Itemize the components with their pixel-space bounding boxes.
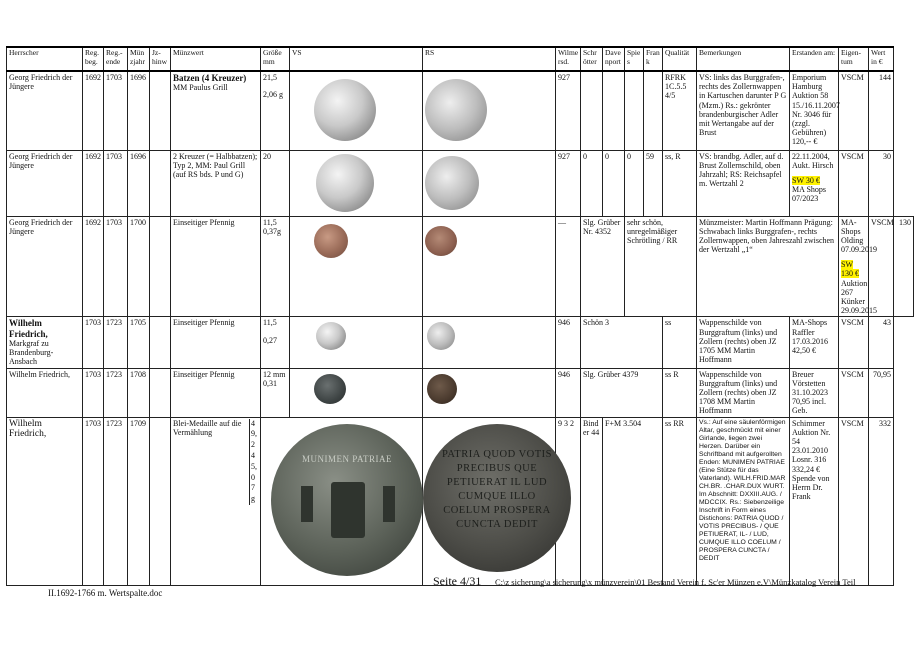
medal-reverse-image	[423, 424, 571, 572]
wert-cell: 332	[869, 417, 894, 585]
eigentum-cell: VSCM	[869, 216, 894, 317]
vs-image-cell	[261, 417, 423, 585]
document-filename: II.1692-1766 m. Wertspalte.doc	[48, 588, 163, 598]
wert-cell: 144	[869, 71, 894, 150]
header-rs: RS	[423, 47, 556, 71]
erstanden-text: 22.11.2004, Aukt. Hirsch	[792, 151, 834, 170]
muenzwert-sub: MM Paulus Grill	[173, 83, 228, 93]
bemerkungen-cell: Wappenschilde von Burggraftum (links) und Zollern (rechts) oben JZ 1708 MM Martin Hoffmann	[697, 368, 790, 417]
reg-ende-cell: 1703	[104, 71, 128, 150]
reg-beg-cell: 1692	[83, 71, 104, 150]
jz-hinw-cell	[150, 317, 171, 368]
wert-cell: 130	[894, 216, 914, 317]
header-reg-beg: Reg. beg.	[83, 47, 104, 71]
wilmersd-cell: —	[556, 216, 581, 317]
herrscher-cell: Georg Friedrich der Jüngere	[7, 216, 83, 317]
eigentum-cell: VSCM	[839, 368, 869, 417]
groesse-cell	[261, 216, 290, 317]
header-muenzwert: Münzwert	[171, 47, 261, 71]
highlight-value: SW 130 €	[841, 260, 859, 279]
erstanden-cell: Schimmer Auktion Nr. 54 23.01.2010 Losnr. 316 332,24 € Spende von Herrn Dr. Frank	[790, 417, 839, 585]
gewicht-value: 2,06 g	[263, 90, 283, 100]
herrscher-cell	[7, 317, 83, 368]
jz-hinw-cell	[150, 368, 171, 417]
qualitaet-cell: ss	[663, 317, 697, 368]
header-spies: Spie s	[625, 47, 644, 71]
erstanden-cell: Emporium Hamburg Auktion 58 15./16.11.2007 Nr. 3046 für (zzgl. Gebühren) 120,-- €	[790, 71, 839, 150]
herrscher-cell: Georg Friedrich der Jüngere	[7, 150, 83, 216]
wilmersd-cell: 946	[556, 317, 581, 368]
vs-image-cell	[290, 368, 423, 417]
reg-ende-cell: 1723	[104, 368, 128, 417]
groesse-value: 12 mm	[263, 369, 286, 379]
header-herrscher: Herrscher	[7, 47, 83, 71]
table-row	[7, 368, 914, 417]
coin-reverse-image	[425, 226, 457, 256]
coin-reverse-image	[425, 79, 487, 141]
qualitaet-cell: sehr schön, unregelmäßiger Schrötling / RR	[625, 216, 697, 317]
rs-image-cell	[423, 368, 556, 417]
highlight-value: SW 30 €	[792, 175, 820, 185]
header-jz-hinw: Jz-hinw	[150, 47, 171, 71]
header-schroetter: Schr ötter	[581, 47, 603, 71]
davenport-cell	[603, 71, 625, 150]
groesse-value: 11,5	[263, 318, 277, 328]
schroetter-cell: 0	[581, 150, 603, 216]
jz-hinw-cell	[150, 216, 171, 317]
header-frank: Fran k	[644, 47, 663, 71]
schroetter-cell: Bind er 44	[581, 417, 603, 585]
muenzwert-text: Blei-Medaille auf die Vermählung	[173, 418, 242, 437]
jahr-cell: 1708	[128, 368, 150, 417]
header-row	[7, 47, 914, 71]
vs-image-cell	[290, 71, 423, 150]
qualitaet-cell: RFRK 1C.5.5 4/5	[663, 71, 697, 150]
qualitaet-cell: ss R	[663, 368, 697, 417]
rs-image-cell	[423, 216, 556, 317]
wert-cell: 30	[869, 150, 894, 216]
muenzwert-cell	[171, 71, 261, 150]
muenzwert-cell: Einseitiger Pfennig	[171, 317, 261, 368]
header-reg-ende: Reg.-ende	[104, 47, 128, 71]
eigentum-cell: VSCM	[839, 150, 869, 216]
table-row	[7, 150, 914, 216]
medal-obverse-band: MUNIMEN PATRIAE	[302, 453, 392, 464]
jz-hinw-cell	[150, 71, 171, 150]
herrscher-cell: Wilhelm Friedrich,	[7, 417, 83, 585]
coin-obverse-image	[314, 79, 376, 141]
eigentum-cell: VSCM	[839, 317, 869, 368]
coin-reverse-image	[425, 156, 479, 210]
muenzwert-cell: 2 Kreuzer (= Halbbatzen); Typ 2, MM: Paul Grill (auf RS bds. P und G)	[171, 150, 261, 216]
davenport-cell: 0	[603, 150, 625, 216]
eigentum-cell: VSCM	[839, 417, 869, 585]
altar-shape	[331, 482, 365, 538]
gewicht-value: 0,37g	[263, 226, 281, 236]
vs-image-cell	[290, 216, 423, 317]
groesse-cell	[261, 71, 290, 150]
herrscher-cell: Wilhelm Friedrich,	[7, 368, 83, 417]
table-row	[7, 71, 914, 150]
coin-obverse-image	[314, 224, 348, 258]
bemerkungen-cell: Vs.: Auf eine säulenförmigen Altar, geschmückt mit einer Girlande, liegen zwei Herzen. Darüber ein Schriftband mit aufgerollten Enden: MUNIMEN PATRIAE (Eine Stütze für das Vaterland). WILH.FRID.MAR CH.BR. .CHAR.DUX WURT. Im Abschnitt: DXXIII.AUG. / MDCCIX. Rs.: Siebenzeilige Inschrift in Form eines Distichons: PATRIA QUOD / VOTIS PRECIBUS- / QUE PETIUERAT, IL- / LUD, CUMQUE ILLO COELUM / PROSPERA CUNCTA / DEDIT	[697, 417, 790, 585]
header-bemerkungen: Bemerkungen	[697, 47, 790, 71]
reference-cell: Slg. Grüber Nr. 4352	[581, 216, 625, 317]
eigentum-cell: VSCM	[839, 71, 869, 150]
rs-image-cell	[423, 71, 556, 150]
gewicht-value: 0,31	[263, 378, 277, 388]
reg-ende-cell: 1703	[104, 216, 128, 317]
header-davenport: Dave nport	[603, 47, 625, 71]
reg-ende-cell: 1723	[104, 317, 128, 368]
spies-cell: 0	[625, 150, 644, 216]
erstanden-text: Auktion 267 Künker 29.09.2015	[841, 278, 877, 316]
table-row	[7, 417, 914, 585]
groesse-value: 11,5	[263, 217, 277, 227]
erstanden-text: MA-Shops Olding 07.09.2019	[841, 217, 877, 255]
header-vs: VS	[290, 47, 423, 71]
qualitaet-cell: ss RR	[663, 417, 697, 585]
wert-cell: 43	[869, 317, 894, 368]
spies-cell	[625, 71, 644, 150]
muenzwert-cell	[171, 417, 261, 585]
herrscher-cell: Georg Friedrich der Jüngere	[7, 71, 83, 150]
wert-cell: 70,95	[869, 368, 894, 417]
header-qualitaet: Qualität	[663, 47, 697, 71]
groesse-cell: 20	[261, 150, 290, 216]
rs-image-cell	[423, 417, 556, 585]
reg-beg-cell: 1703	[83, 417, 104, 585]
jz-hinw-cell	[150, 417, 171, 585]
groesse-value: 21,5	[263, 73, 277, 82]
coin-catalog-table	[6, 46, 914, 586]
bemerkungen-cell: Wappenschilde von Burggraftum (links) und Zollern (rechts) oben JZ 1705 MM Martin Hoffmann	[697, 317, 790, 368]
wilmersd-cell: 946	[556, 368, 581, 417]
frank-cell	[644, 71, 663, 150]
page-number: Seite 4/31	[433, 574, 482, 588]
header-wilmersd: Wilme rsd.	[556, 47, 581, 71]
reference-cell: Schön 3	[581, 317, 663, 368]
header-groesse: Größe mm	[261, 47, 290, 71]
header-eigentum: Eigen-tum	[839, 47, 869, 71]
rs-image-cell	[423, 317, 556, 368]
erstanden-cell	[839, 216, 877, 317]
jahr-cell: 1696	[128, 71, 150, 150]
coin-obverse-image	[314, 374, 346, 404]
reg-beg-cell: 1703	[83, 368, 104, 417]
reg-ende-cell: 1703	[104, 150, 128, 216]
herrscher-name: Wilhelm Friedrich,	[9, 318, 48, 339]
qualitaet-cell: ss, R	[663, 150, 697, 216]
reg-beg-cell: 1692	[83, 150, 104, 216]
coin-obverse-image	[316, 154, 374, 212]
erstanden-cell: Breuer Vörstetten 31.10.2023 70,95 incl. Geb.	[790, 368, 839, 417]
wilmersd-cell: 9 3 2	[556, 417, 581, 585]
erstanden-text: MA Shops 07/2023	[792, 185, 827, 204]
schroetter-cell	[581, 71, 603, 150]
muenzwert-cell: Einseitiger Pfennig	[171, 368, 261, 417]
coin-reverse-image	[427, 374, 457, 404]
medal-reverse-inscription: PATRIA QUOD VOTIS PRECIBUS QUE PETIUERAT IL LUD CUMQUE ILLO COELUM PROSPERA CUNCTA DEDIT	[441, 448, 553, 530]
table-row	[7, 216, 914, 317]
muenzwert-cell: Einseitiger Pfennig	[171, 216, 261, 317]
frank-cell: 59	[644, 150, 663, 216]
jahr-cell: 1709	[128, 417, 150, 585]
coin-reverse-image	[427, 322, 455, 350]
groesse-vertical: 4 9, 2 4 5, 0 7 g	[251, 418, 257, 504]
pillar-shape	[301, 486, 313, 522]
vs-image-cell	[290, 150, 423, 216]
davenport-cell: F+M 3.504	[603, 417, 663, 585]
reg-ende-cell: 1723	[104, 417, 128, 585]
reg-beg-cell: 1692	[83, 216, 104, 317]
pillar-shape	[383, 486, 395, 522]
table-row	[7, 317, 914, 368]
medal-obverse-image	[271, 424, 423, 576]
jz-hinw-cell	[150, 150, 171, 216]
erstanden-cell	[790, 150, 839, 216]
wilmersd-cell: 927	[556, 71, 581, 150]
bemerkungen-cell: Münzmeister: Martin Hoffmann Prägung: Schwabach links Burggrafen-, rechts Zollernwappen, oben Jahreszahl zwischen der Wertzahl „1“	[697, 216, 839, 317]
header-wert: Wert in €	[869, 47, 894, 71]
reference-cell: Slg. Grüber 4379	[581, 368, 663, 417]
file-path: C:\z sicherung\a sicherung\x münzverein\01 Bestand Verein f. Sc'er Münzen e.V\Münzkatalog Verein Teil	[495, 577, 856, 587]
bemerkungen-cell: VS: brandbg. Adler, auf d. Brust Zollernschild, oben Jahrzahl; RS: Reichsapfel m. Wertzahl 2	[697, 150, 790, 216]
jahr-cell: 1700	[128, 216, 150, 317]
herrscher-title: Markgraf zu Brandenburg-Ansbach	[9, 339, 54, 367]
gewicht-value: 0,27	[263, 335, 277, 345]
header-muenzjahr: Mün zjahr	[128, 47, 150, 71]
header-erstanden: Erstanden am:	[790, 47, 839, 71]
jahr-cell: 1705	[128, 317, 150, 368]
jahr-cell: 1696	[128, 150, 150, 216]
vs-image-cell	[290, 317, 423, 368]
reg-beg-cell: 1703	[83, 317, 104, 368]
bemerkungen-cell: VS: links das Burggrafen-, rechts des Zollernwappen in Kartuschen darunter P G (Mzm.) Rs.: gekrönter brandenburgischer Adler mit Wertangabe auf der Brust	[697, 71, 790, 150]
wilmersd-cell: 927	[556, 150, 581, 216]
muenzwert-title: Batzen (4 Kreuzer)	[173, 73, 247, 83]
groesse-cell	[261, 368, 290, 417]
groesse-cell	[261, 317, 290, 368]
coin-obverse-image	[316, 322, 346, 350]
erstanden-cell: MA-Shops Raffler 17.03.2016 42,50 €	[790, 317, 839, 368]
rs-image-cell	[423, 150, 556, 216]
